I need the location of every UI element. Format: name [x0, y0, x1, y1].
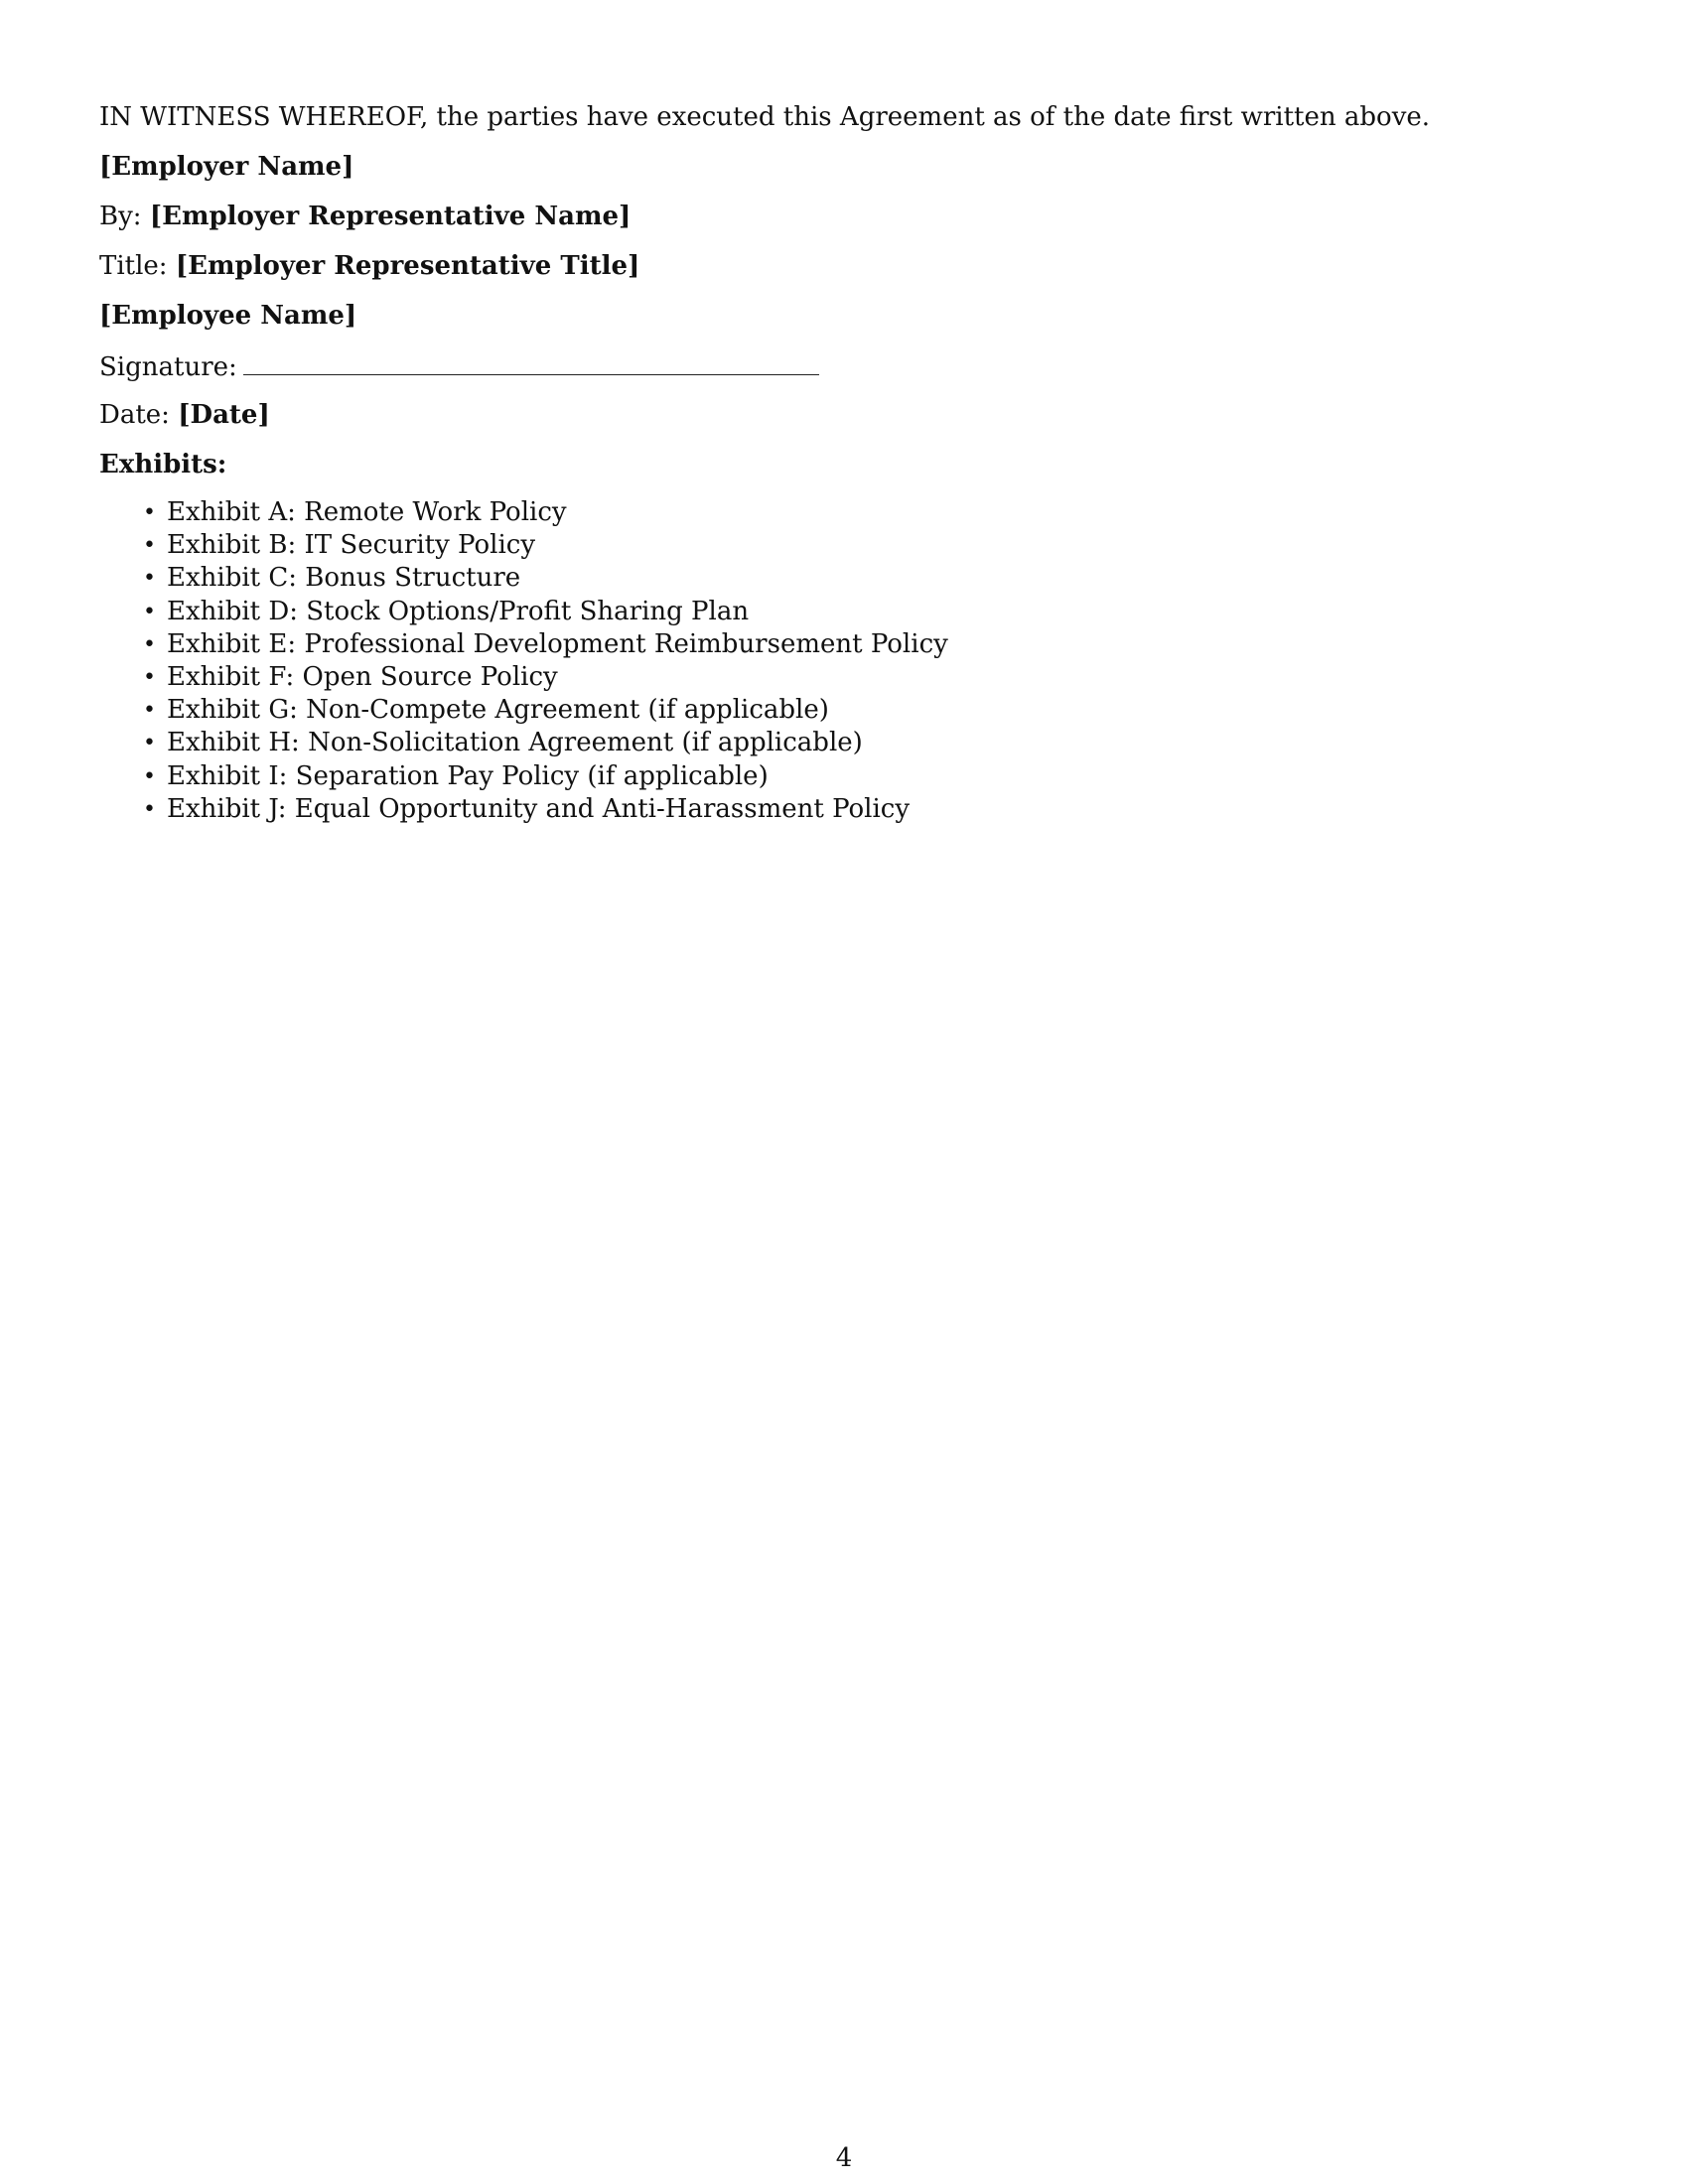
- exhibit-label: Exhibit I: Separation Pay Policy (if applicable): [167, 760, 769, 791]
- employer-representative-title: [Employer Representative Title]: [175, 251, 640, 281]
- date-label: Date:: [99, 400, 170, 430]
- employee-name: [99, 299, 356, 333]
- bullet-icon: •: [143, 796, 156, 822]
- exhibit-list: [139, 496, 948, 826]
- exhibit-label: Exhibit D: Stock Options/Profit Sharing Plan: [167, 596, 750, 626]
- exhibit-label: Exhibit F: Open Source Policy: [167, 661, 558, 692]
- exhibit-item: [139, 596, 948, 628]
- exhibit-item: [139, 529, 948, 562]
- date-line: [99, 398, 270, 432]
- page-number: 4: [835, 2143, 853, 2173]
- exhibit-label: Exhibit C: Bonus Structure: [167, 563, 521, 594]
- exhibit-label: Exhibit J: Equal Opportunity and Anti-Harassment Policy: [167, 793, 911, 824]
- document-page: [99, 0, 1589, 2184]
- bullet-icon: •: [143, 533, 156, 559]
- employer-name: [99, 150, 353, 184]
- exhibit-item: [139, 694, 948, 727]
- exhibit-label: Exhibit A: Remote Work Policy: [167, 497, 567, 527]
- exhibit-label: Exhibit E: Professional Development Reimbursement Policy: [167, 628, 948, 659]
- employer-representative-title-line: [99, 249, 639, 283]
- signature-blank-rule: [243, 348, 819, 375]
- witness-clause: IN WITNESS WHEREOF, the parties have executed this Agreement as of the date first written above.: [99, 102, 1431, 132]
- bullet-icon: •: [143, 698, 156, 724]
- bullet-icon: •: [143, 731, 156, 756]
- exhibit-item: [139, 760, 948, 793]
- exhibit-item: [139, 562, 948, 595]
- signature-line: [99, 348, 819, 384]
- bullet-icon: •: [143, 763, 156, 789]
- exhibits-heading: [99, 448, 226, 481]
- exhibits-heading-text: Exhibits:: [99, 450, 227, 479]
- bullet-icon: •: [143, 599, 156, 624]
- date-value: [Date]: [178, 400, 270, 430]
- title-label: Title:: [99, 251, 168, 281]
- exhibit-item: [139, 793, 948, 826]
- exhibit-item: [139, 661, 948, 694]
- exhibit-label: Exhibit B: IT Security Policy: [167, 530, 536, 561]
- employee-name-value: [Employee Name]: [99, 301, 357, 331]
- employer-name-value: [Employer Name]: [99, 152, 354, 182]
- bullet-icon: •: [143, 500, 156, 525]
- exhibit-label: Exhibit G: Non-Compete Agreement (if applicable): [167, 695, 829, 726]
- exhibit-item: [139, 727, 948, 759]
- exhibit-item: [139, 496, 948, 529]
- bullet-icon: •: [143, 664, 156, 690]
- employer-representative-line: [99, 200, 631, 233]
- by-label: By:: [99, 202, 142, 231]
- signature-label: Signature:: [99, 352, 237, 382]
- bullet-icon: •: [143, 631, 156, 657]
- exhibit-label: Exhibit H: Non-Solicitation Agreement (if applicable): [167, 728, 863, 758]
- exhibit-item: [139, 628, 948, 661]
- bullet-icon: •: [143, 566, 156, 592]
- employer-representative-name: [Employer Representative Name]: [149, 202, 632, 231]
